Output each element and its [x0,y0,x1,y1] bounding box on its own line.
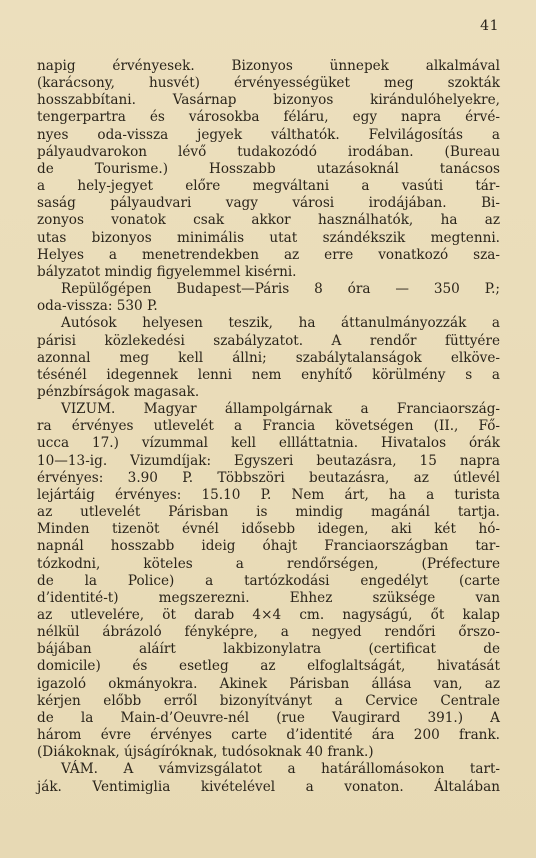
text-line: ják. Ventimiglia kivételével a vonaton. Általában [37,778,500,795]
text-line: d’identité-t) megszerezni. Ehhez szüksége van [37,589,500,606]
text-line: párisi közlekedési szabályzatot. A rendőr füttyére [37,332,500,349]
text-line: VIZUM. Magyar állampolgárnak a Franciaország- [61,401,500,418]
text-line: (karácsony, husvét) érvényességüket meg szokták [37,75,500,92]
text-line: a hely-jegyet előre megváltani a vasúti tár- [37,178,500,195]
text-line: lejártáig érvényes: 15.10 P. Nem árt, ha a turista [37,486,500,503]
text-line: érvényes: 3.90 P. Többszöri beutazásra, az útlevél [37,469,500,486]
text-line: nyes oda-vissza jegyek válthatók. Felvilágosítás a [37,126,500,143]
text-line: Repülőgépen Budapest—Páris 8 óra — 350 P.; [61,281,500,298]
text-line: de la Main-d’Oeuvre-nél (rue Vaugirard 391.) A [37,709,500,726]
text-line: nélkül ábrázoló fényképre, a negyed rendőri őrszo- [37,624,500,641]
text-line: domicile) és esetleg az elfoglaltságát, hivatását [37,658,500,675]
text-line: (Diákoknak, újságíróknak, tudósoknak 40 frank.) [37,744,374,761]
text-line: bájában aláírt lakbizonylatra (certificat de [37,641,500,658]
text-line: bályzatot mindig figyelemmel kisérni. [37,263,297,280]
text-line: napig érvényesek. Bizonyos ünnepek alkalmával [37,58,500,74]
text-line: saság pályaudvari vagy városi irodájában. Bi- [37,195,500,212]
text-line: három évre érvényes carte d’identité ára 200 frank. [37,727,500,744]
text-line: pénzbírságok magasak. [37,383,200,400]
body-text [37,58,500,796]
text-line: oda-vissza: 530 P. [37,298,158,315]
text-line: tózkodni, köteles a rendőrségen, (Préfecture [37,555,500,572]
text-line: igazoló okmányokra. Akinek Párisban állása van, az [37,675,500,692]
text-line: Minden tizenöt évnél idősebb idegen, aki két hó- [37,521,500,538]
text-line: kérjen előbb erről bizonyítványt a Cervice Centrale [37,692,500,709]
text-line: az utlevelére, öt darab 4×4 cm. nagyságú, őt kalap [37,607,500,623]
text-line: azonnal meg kell állni; szabálytalanságok elköve- [37,349,500,366]
text-line: zonyos vonatok csak akkor használhatók, ha az [37,212,500,229]
text-line: tengerpartra és városokba féláru, egy napra érvé- [37,109,500,126]
text-line: ucca 17.) vízummal kell ellláttatnia. Hivatalos órák [37,435,500,452]
text-line: napnál hosszabb ideig óhajt Franciaországban tar- [37,538,500,555]
text-line: ra érvényes utlevelét a Francia követségen (II., Fő- [37,418,500,435]
text-line: tésénél idegennek lenni nem enyhítő körülmény s a [37,366,500,383]
text-line: Helyes a menetrendekben az erre vonatkozó sza- [37,246,500,263]
text-line: de la Police) a tartózkodási engedélyt (carte [37,572,500,589]
text-line: az utlevelét Párisban is mindig magánál tartja. [37,504,500,521]
text-line: VÁM. A vámvizsgálatot a határállomásokon tart- [61,761,500,778]
text-line: 10—13-ig. Vizumdíjak: Egyszeri beutazásra, 15 napra [37,452,500,469]
text-line: utas bizonyos minimális utat szándékszik megtenni. [37,229,500,246]
text-line: Autósok helyesen teszik, ha áttanulmányozzák a [61,315,500,332]
page-number: 41 [480,18,499,34]
text-line: de Tourisme.) Hosszabb utazásoknál tanácsos [37,160,500,177]
text-line: hosszabbítani. Vasárnap bizonyos kirándulóhelyekre, [37,92,500,109]
text-line: pályaudvarokon lévő tudakozódó irodában. (Bureau [37,143,500,160]
